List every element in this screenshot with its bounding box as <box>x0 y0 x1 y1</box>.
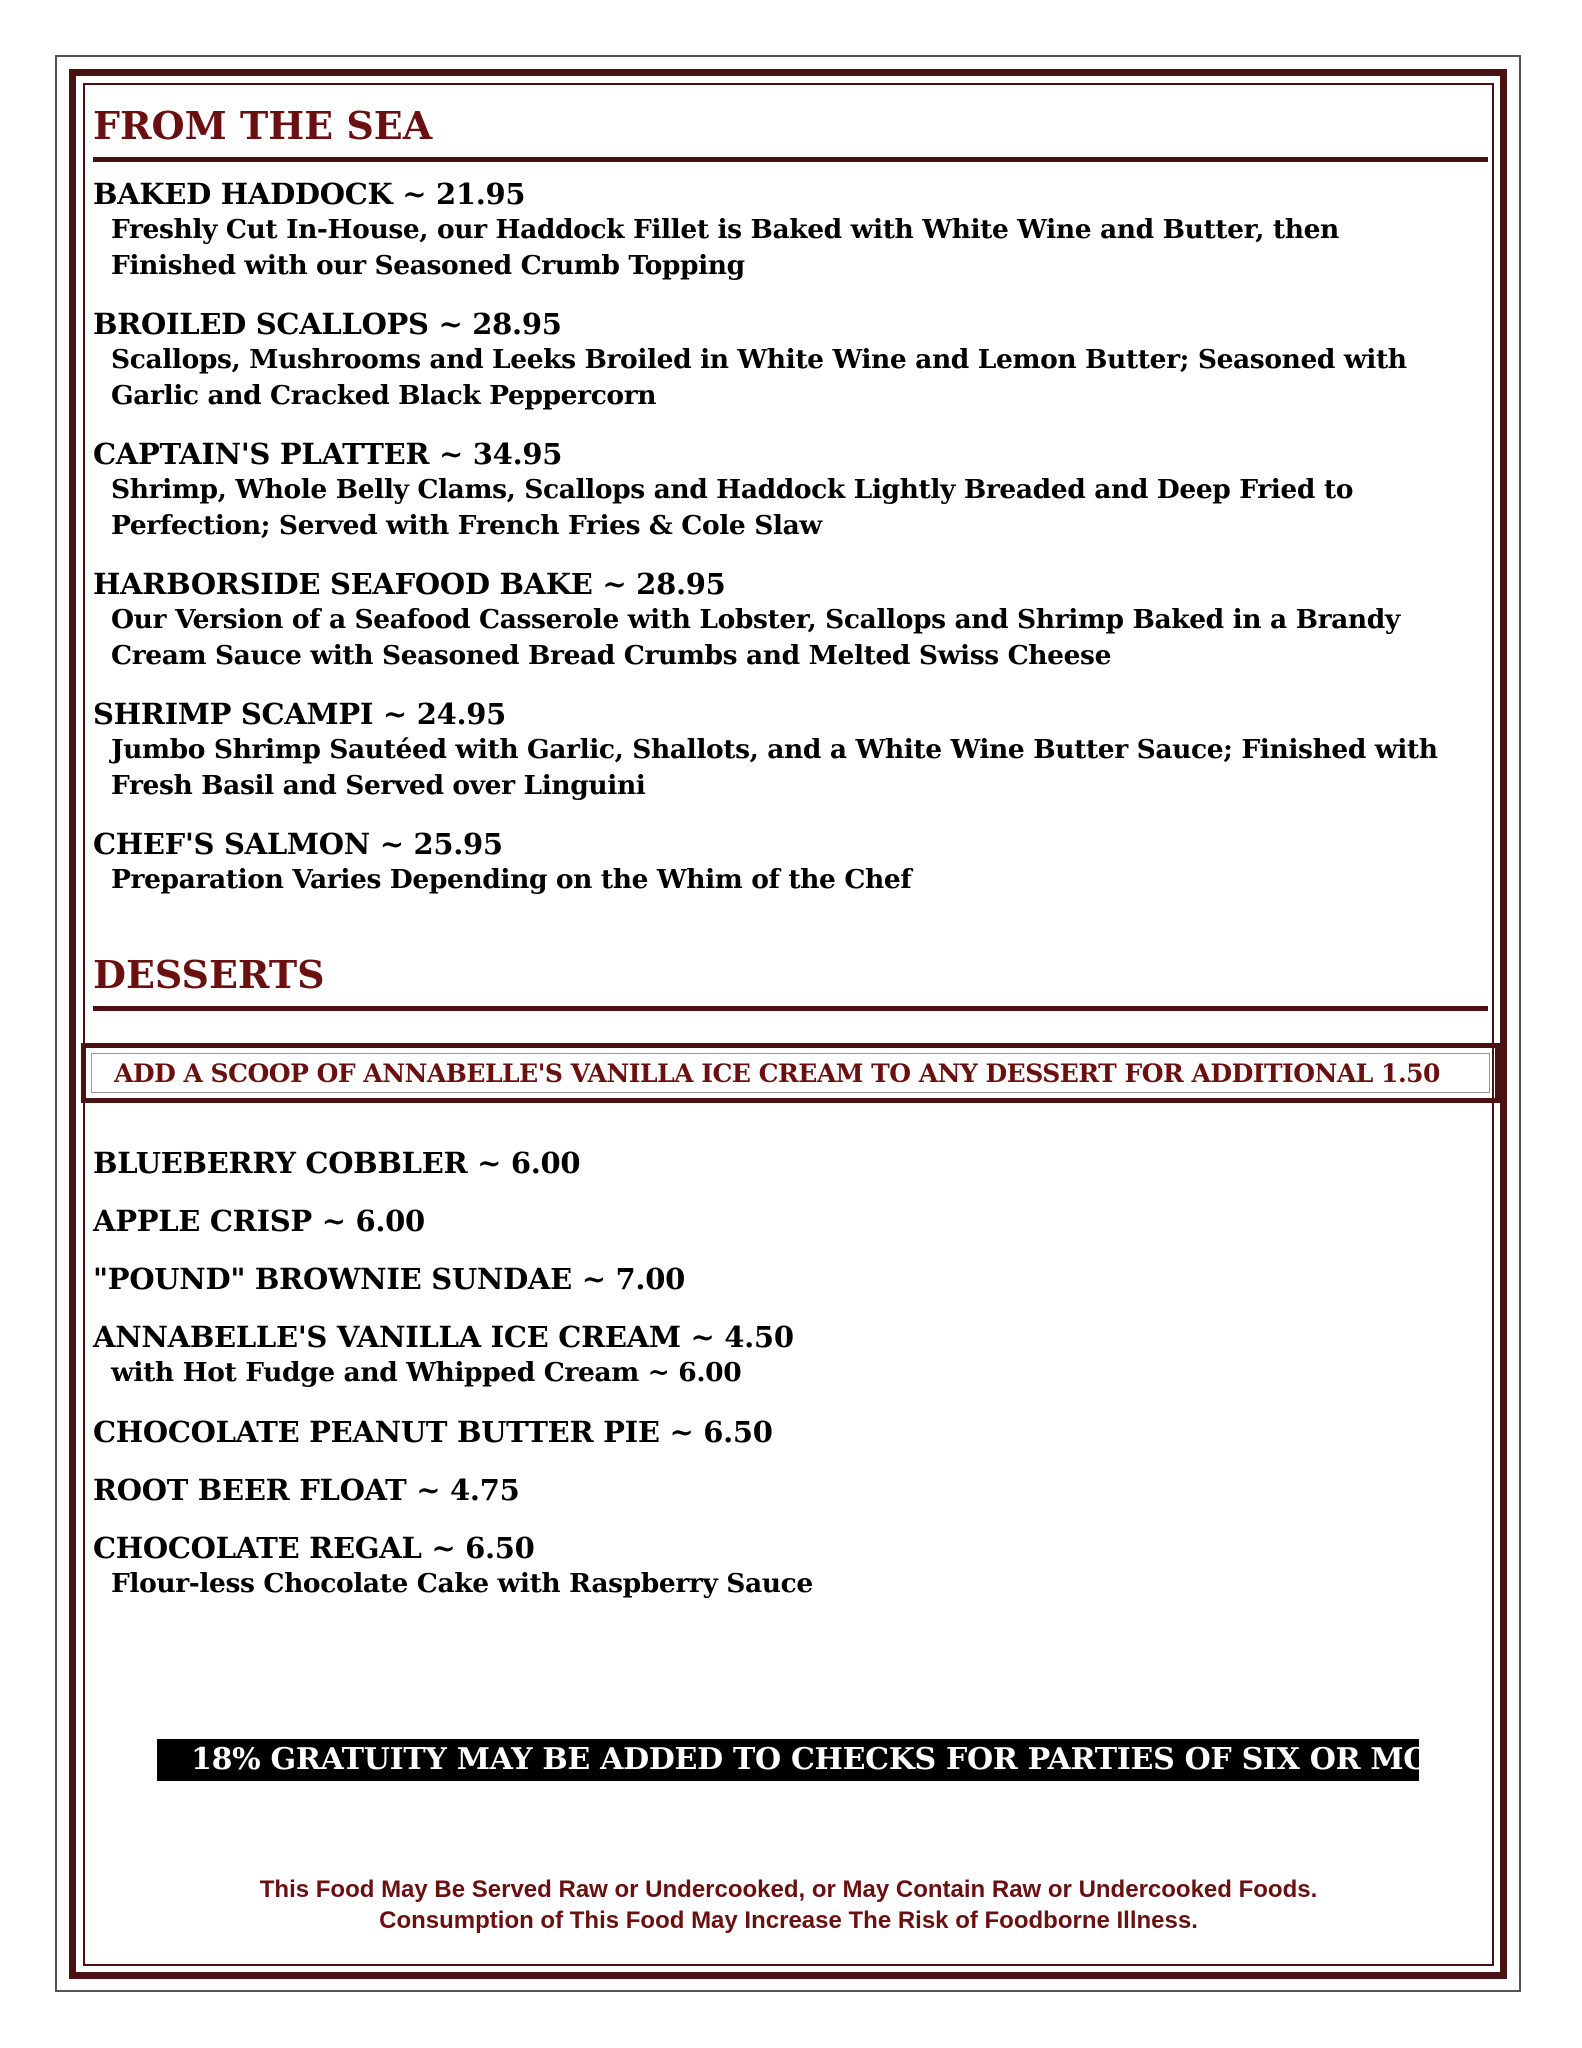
item-description: Shrimp, Whole Belly Clams, Scallops and Haddock Lightly Breaded and Deep Fried to Perfection; Served with French Fries & Cole Slaw <box>111 474 1353 541</box>
item-description: Preparation Varies Depending on the Whim of the Chef <box>111 864 912 895</box>
item-description: with Hot Fudge and Whipped Cream ~ 6.00 <box>111 1357 742 1388</box>
desserts-section <box>93 947 1488 1011</box>
item-name: BLUEBERRY COBBLER ~ 6.00 <box>93 1146 581 1180</box>
item-name: SHRIMP SCAMPI ~ 24.95 <box>93 697 507 731</box>
menu-item <box>93 176 1461 284</box>
warning-line-2: Consumption of This Food May Increase The Risk of Foodborne Illness. <box>379 1907 1198 1934</box>
ice-cream-note-box <box>81 1043 1500 1103</box>
item-description: Scallops, Mushrooms and Leeks Broiled in White Wine and Lemon Butter; Seasoned with Garlic and Cracked Black Peppercorn <box>111 344 1407 411</box>
menu-item <box>93 306 1461 414</box>
menu-item <box>93 566 1461 674</box>
desserts-section-rule <box>93 1006 1488 1011</box>
warning-line-1: This Food May Be Served Raw or Undercooked, or May Contain Raw or Undercooked Foods. <box>259 1876 1318 1903</box>
menu-item <box>93 1145 580 1181</box>
sea-section-rule <box>93 157 1488 162</box>
menu-item <box>93 1203 425 1239</box>
sea-section-title: FROM THE SEA <box>93 103 433 148</box>
menu-item <box>93 1530 1461 1602</box>
food-safety-warning <box>83 1874 1494 1936</box>
menu-item <box>93 1319 1461 1391</box>
item-name: CHOCOLATE PEANUT BUTTER PIE ~ 6.50 <box>93 1415 773 1449</box>
desserts-section-title: DESSERTS <box>93 952 325 997</box>
item-name: BROILED SCALLOPS ~ 28.95 <box>93 307 562 341</box>
ice-cream-note: ADD A SCOOP OF ANNABELLE'S VANILLA ICE CREAM TO ANY DESSERT FOR ADDITIONAL 1.50 <box>114 1058 1440 1088</box>
menu-item <box>93 696 1461 804</box>
item-name: CHOCOLATE REGAL ~ 6.50 <box>93 1531 535 1565</box>
menu-item <box>93 1414 773 1450</box>
menu-item <box>93 1261 685 1297</box>
item-description: Jumbo Shrimp Sautéed with Garlic, Shallots, and a White Wine Butter Sauce; Finished with Fresh Basil and Served over Linguini <box>111 734 1438 801</box>
item-name: ANNABELLE'S VANILLA ICE CREAM ~ 4.50 <box>93 1320 794 1354</box>
menu-item <box>93 436 1461 544</box>
item-name: CAPTAIN'S PLATTER ~ 34.95 <box>93 437 563 471</box>
item-description: Our Version of a Seafood Casserole with Lobster, Scallops and Shrimp Baked in a Brandy Cream Sauce with Seasoned Bread Crumbs and Melted Swiss Cheese <box>111 604 1400 671</box>
item-name: ROOT BEER FLOAT ~ 4.75 <box>93 1473 520 1507</box>
ice-cream-note-inner <box>91 1053 1490 1093</box>
menu-item <box>93 826 1461 898</box>
item-name: BAKED HADDOCK ~ 21.95 <box>93 177 526 211</box>
menu-item <box>93 1472 519 1508</box>
sea-section <box>93 98 1488 162</box>
item-name: CHEF'S SALMON ~ 25.95 <box>93 827 503 861</box>
item-name: HARBORSIDE SEAFOOD BAKE ~ 28.95 <box>93 567 726 601</box>
item-name: APPLE CRISP ~ 6.00 <box>93 1204 425 1238</box>
item-description: Flour-less Chocolate Cake with Raspberry Sauce <box>111 1568 813 1599</box>
item-description: Freshly Cut In-House, our Haddock Fillet is Baked with White Wine and Butter, then Finished with our Seasoned Crumb Topping <box>111 214 1339 281</box>
item-name: "POUND" BROWNIE SUNDAE ~ 7.00 <box>93 1262 685 1296</box>
gratuity-banner: 18% GRATUITY MAY BE ADDED TO CHECKS FOR PARTIES OF SIX OR MORE <box>157 1739 1419 1781</box>
